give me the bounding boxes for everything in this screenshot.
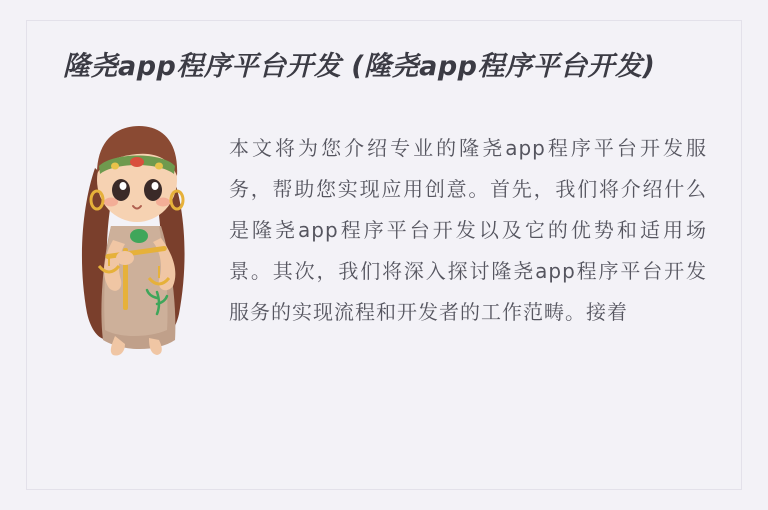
article-body-area	[61, 108, 707, 358]
illustration	[53, 108, 223, 358]
page-frame	[26, 20, 742, 490]
page-content	[27, 21, 741, 489]
page-title: 隆尧app程序平台开发 (隆尧app程序平台开发)	[63, 51, 656, 82]
girl-with-scales-icon	[53, 108, 223, 358]
article-paragraph: 本文将为您介绍专业的隆尧app程序平台开发服务，帮助您实现应用创意。首先，我们将介绍什么是隆尧app程序平台开发以及它的优势和适用场景。其次，我们将深入探讨隆尧app程序平台开发服务的实现流程和开发者的工作范畴。接着	[229, 136, 707, 325]
